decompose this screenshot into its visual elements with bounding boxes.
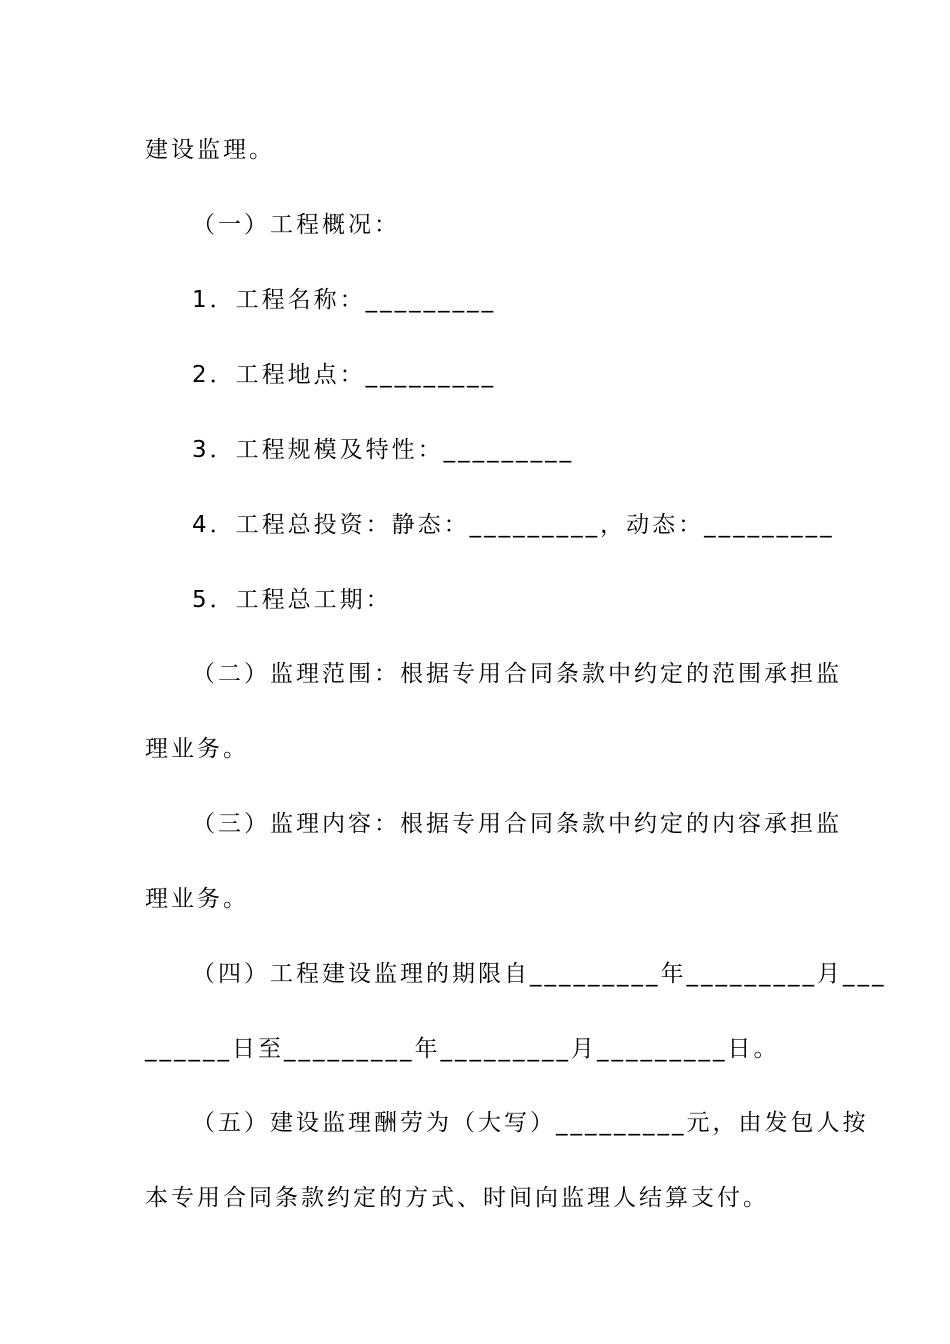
field-total-investment: 4．工程总投资：静态：_________，动态：_________: [192, 512, 835, 538]
paragraph-supervision-scope-cont: 理业务。: [145, 736, 249, 762]
field-project-name: 1．工程名称：_________: [192, 287, 497, 313]
paragraph-supervision-fee: （五）建设监理酬劳为（大写）_________元，由发包人按: [192, 1110, 869, 1136]
paragraph-supervision-period-cont: ______日至_________年_________月_________日。: [145, 1036, 780, 1062]
section-heading-project-overview: （一）工程概况：: [192, 212, 400, 238]
field-project-scale: 3．工程规模及特性：_________: [192, 437, 575, 463]
paragraph-supervision-content: （三）监理内容：根据专用合同条款中约定的内容承担监: [192, 811, 842, 837]
field-total-duration: 5．工程总工期：: [192, 587, 392, 613]
paragraph-supervision-fee-cont: 本专用合同条款约定的方式、时间向监理人结算支付。: [145, 1185, 769, 1211]
field-project-location: 2．工程地点：_________: [192, 362, 497, 388]
paragraph-supervision-period: （四）工程建设监理的期限自_________年_________月___: [192, 961, 887, 987]
paragraph-supervision-content-cont: 理业务。: [145, 886, 249, 912]
paragraph-supervision-scope: （二）监理范围：根据专用合同条款中约定的范围承担监: [192, 661, 842, 687]
text-line-continuation: 建设监理。: [145, 137, 275, 163]
